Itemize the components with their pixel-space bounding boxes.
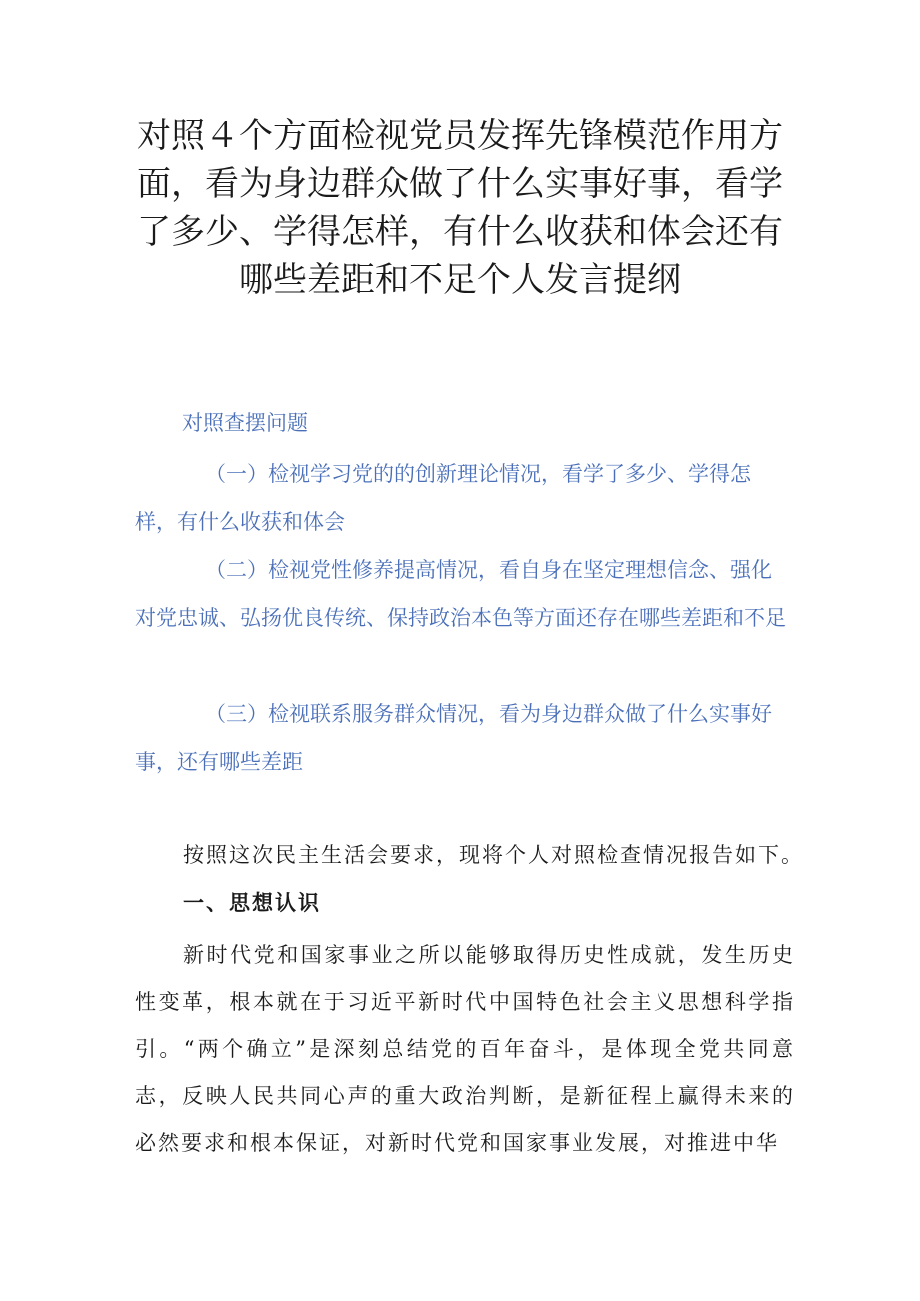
- problem-item-1: （一）检视学习党的的创新理论情况，看学了多少、学得怎样，有什么收获和体会: [135, 462, 751, 534]
- body-paragraph: 新时代党和国家事业之所以能够取得历史性成就，发生历史性变革，根本就在于习近平新时代中国特色社会主义思想科学指引。“两个确立”是深刻总结党的百年奋斗，是体现全党共同意志，反映人民共同心声的重大政治判断，是新征程上赢得未来的必然要求和根本保证，对新时代党和国家事业发展，对推进中华: [135, 943, 795, 1155]
- problem-item-3: （三）检视联系服务群众情况，看为身边群众做了什么实事好事，还有哪些差距: [135, 702, 772, 774]
- problem-item-2: （二）检视党性修养提高情况，看自身在坚定理想信念、强化对党忠诚、弘扬优良传统、保持政治本色等方面还存在哪些差距和不足: [135, 558, 786, 630]
- document-title: 对照４个方面检视党员发挥先锋模范作用方面，看为身边群众做了什么实事好事，看学了多少、学得怎样，有什么收获和体会还有哪些差距和不足个人发言提纲: [137, 116, 783, 300]
- section-heading: 对照查摆问题: [182, 411, 308, 435]
- intro-sentence: 按照这次民主生活会要求，现将个人对照检查情况报告如下。: [183, 843, 804, 867]
- heading-ideological-understanding: 一、思想认识: [183, 890, 321, 915]
